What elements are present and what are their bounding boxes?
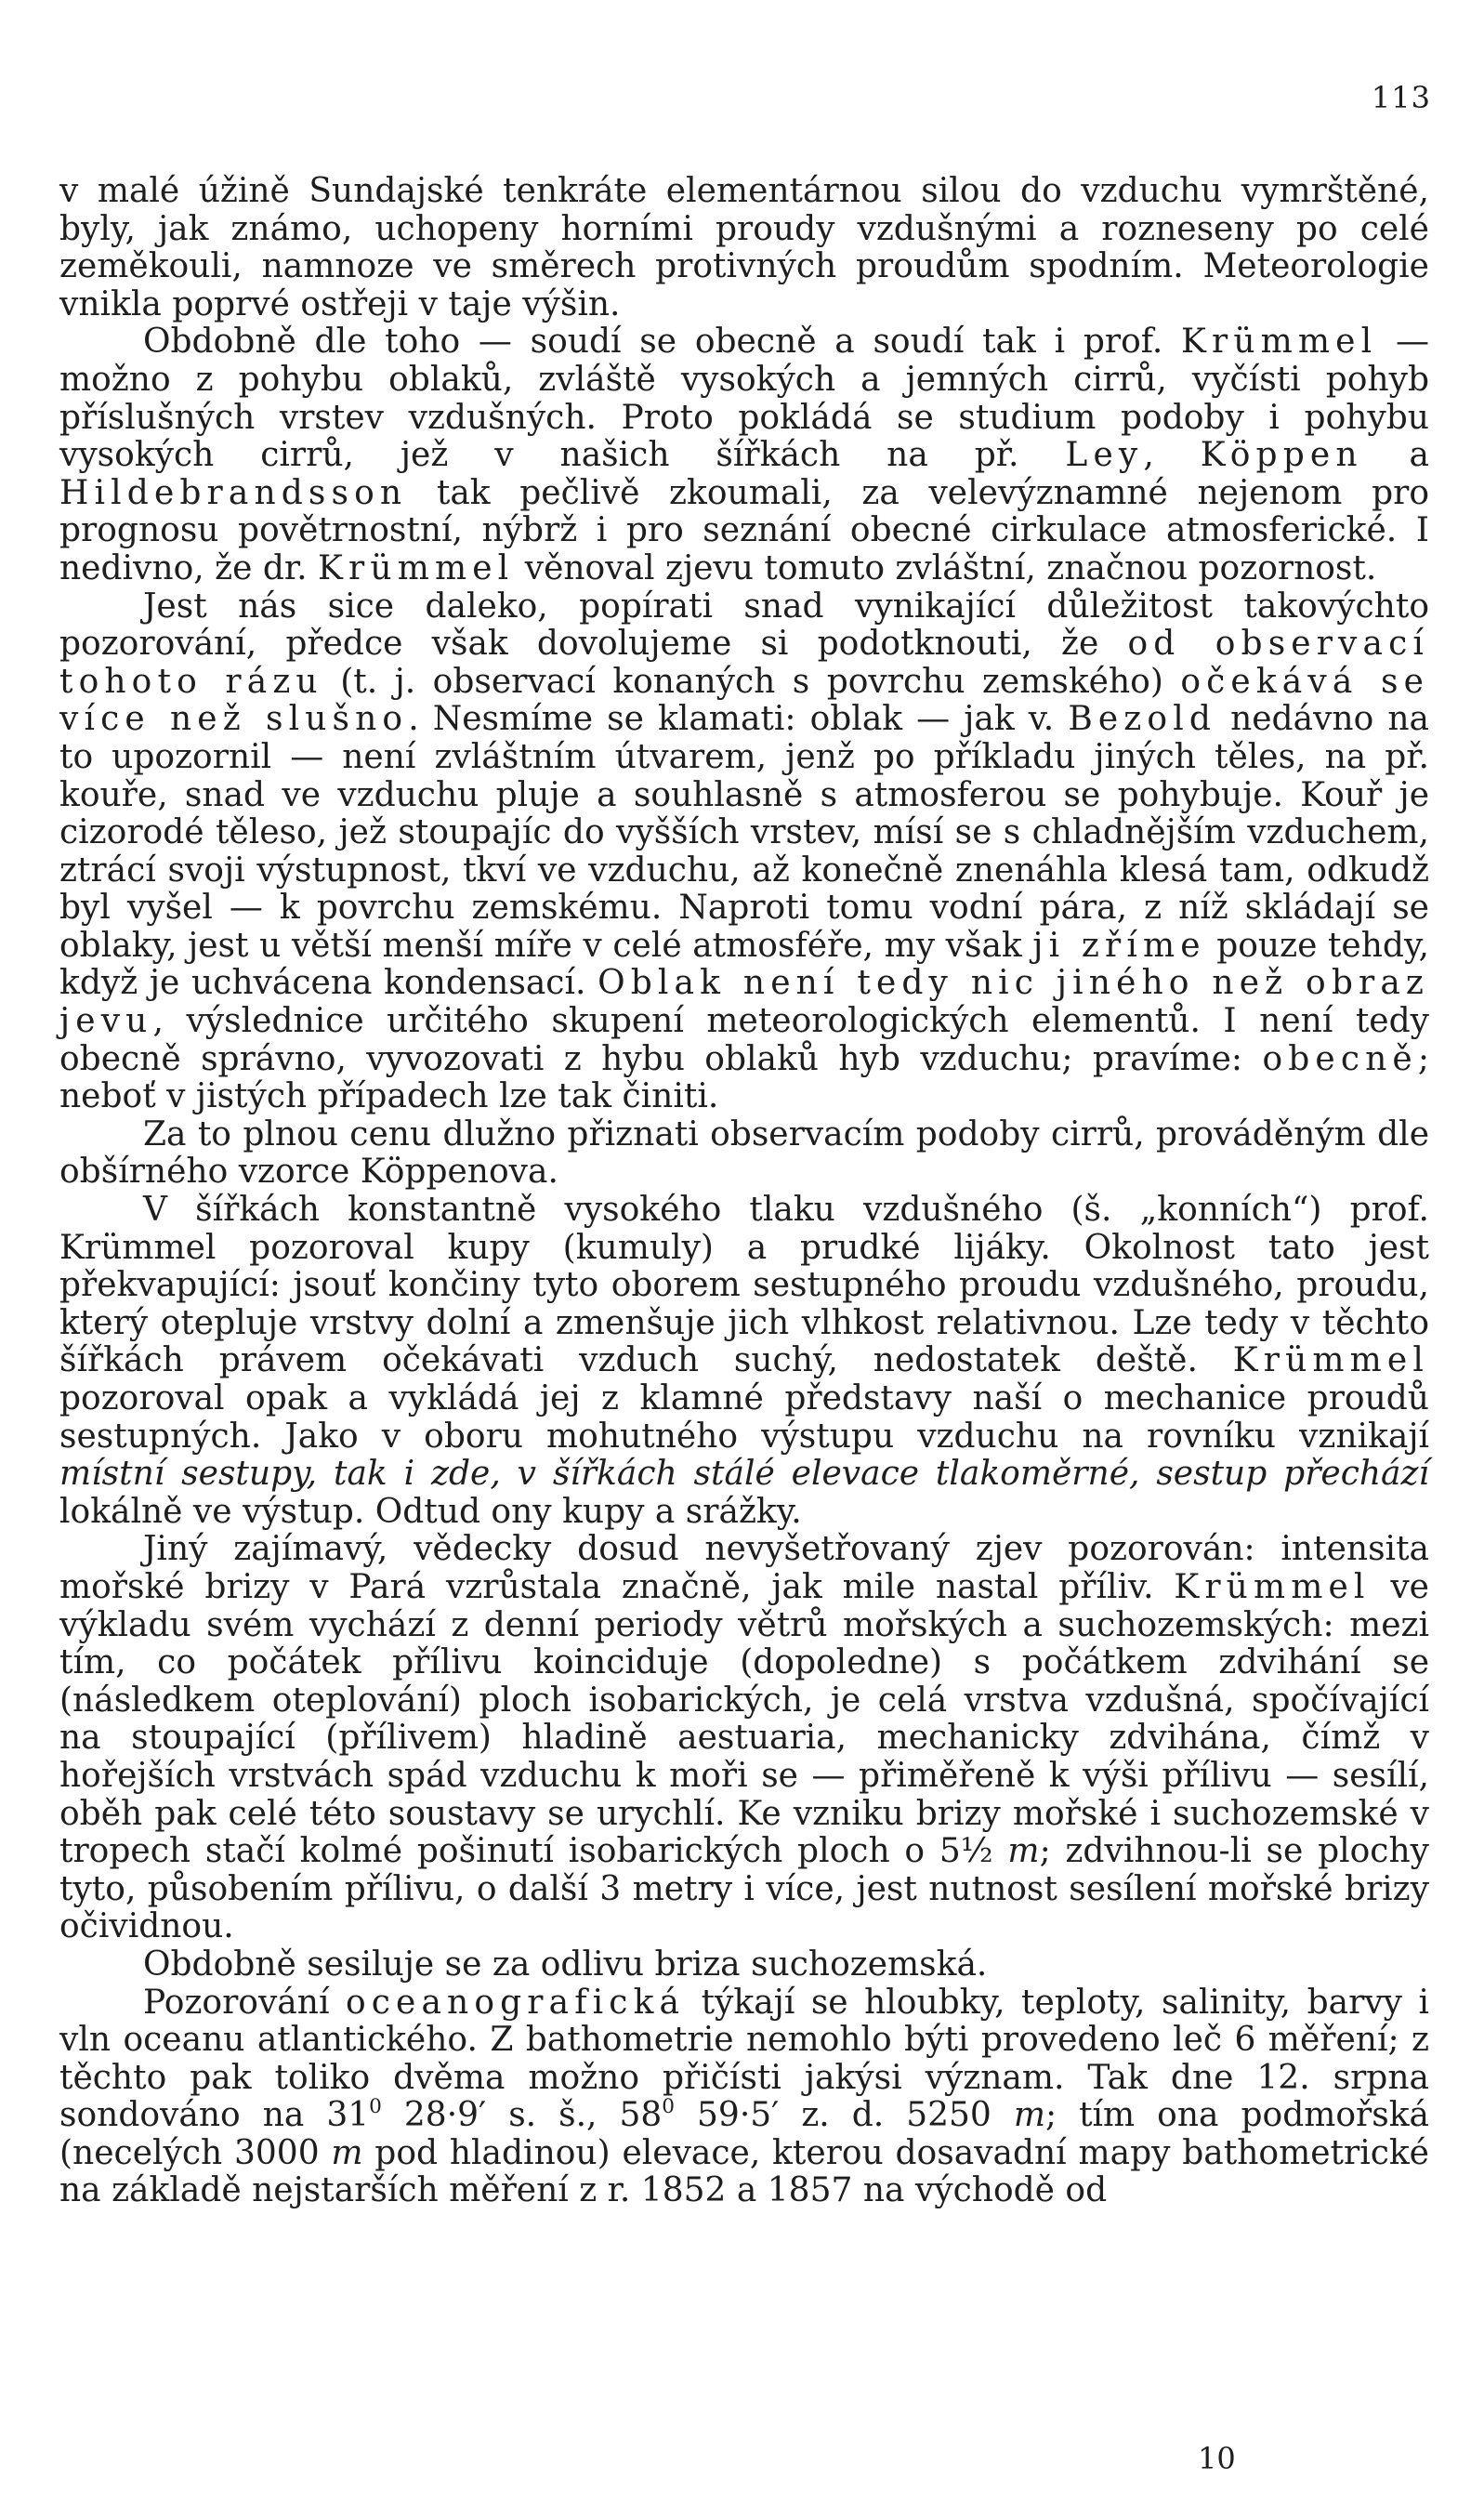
emphasized-text: ji zříme bbox=[1032, 926, 1206, 965]
text-run: týkají se hloubky, teploty, salinity, barvy i vln oceanu atlantického. Z bathometrie nemohlo býti provedeno leč 6 měření; z těchto pak toliko dvěma možno přičísti jakýsi význam. Tak dne 12. srpna sondováno na 31 bbox=[59, 1983, 1429, 2135]
text-run: ; neboť v jistých případech lze tak činiti. bbox=[59, 1039, 1429, 1116]
text-run: V šířkách konstantně vysokého tlaku vzdušného (š. „konních“) prof. Krümmel pozoroval kupy (kumuly) a prudké lijáky. Okolnost tato jest překvapující: jsouť končiny tyto oborem sestupného proudu vzdušného, proudu, který otepluje vrstvy dolní a zmenšuje jich vlhkost relativnou. Lze tedy v těchto šířkách právem očekávati vzduch suchý, nedostatek deště. bbox=[59, 1191, 1429, 1380]
text-run: Jest nás sice daleko, popírati snad vynikající důležitost takovýchto pozorování, předce však dovolujeme si podotknouti, že bbox=[59, 587, 1429, 664]
text-run: věnoval zjevu tomuto zvláštní, značnou pozornost. bbox=[514, 548, 1377, 587]
emphasized-text: oceanografická bbox=[345, 1983, 686, 2022]
page-number: 113 bbox=[1371, 80, 1431, 115]
text-run: ; tím ona podmořská (necelých 3000 bbox=[59, 2096, 1430, 2172]
degree-superscript: 0 bbox=[369, 2095, 382, 2119]
italic-text: m bbox=[1007, 1832, 1040, 1871]
paragraph bbox=[59, 1946, 1429, 1984]
signature-mark: 10 bbox=[1198, 2441, 1236, 2476]
text-run: pozoroval opak a vykládá jej z klamné představy naší o mechanice proudů sestupných. Jako v oboru mohutného výstupu vzduchu na rovníku vznikají bbox=[59, 1379, 1429, 1456]
text-run: v malé úžině Sundajské tenkráte elementárnou silou do vzduchu vymrštěné, byly, jak známo, uchopeny horními proudy vzdušnými a rozneseny po celé zeměkouli, namnoze ve směrech protivných proudům spodním. Meteorologie vnikla poprvé ostřeji v taje výšin. bbox=[59, 172, 1429, 323]
text-run: Pozorování bbox=[143, 1983, 346, 2022]
text-run: pod hladinou) elevace, kterou dosavadní mapy bathometrické na základě nejstarších měření z r. 1852 a 1857 na východě od bbox=[59, 2133, 1429, 2210]
text-run: — možno z pohybu oblaků, zvláště vysokých a jemných cirrů, vyčísti pohyb příslušných vrstev vzdušných. Proto pokládá se studium podoby i pohybu vysokých cirrů, jež v našich šířkách na př. bbox=[59, 323, 1429, 475]
emphasized-text: Hildebrandsson bbox=[59, 473, 408, 512]
text-run: Za to plnou cenu dlužno přiznati observacím podoby cirrů, prováděným dle obšírného vzorce Köppenova. bbox=[59, 1114, 1429, 1192]
emphasized-text: od observací tohoto rázu bbox=[59, 625, 1430, 701]
paragraph bbox=[59, 173, 1429, 323]
emphasized-text: Krümmel bbox=[1232, 1341, 1429, 1380]
text-run: 59·5′ z. d. 5250 bbox=[675, 2096, 1014, 2135]
emphasized-text: Köppen bbox=[1200, 436, 1363, 475]
text-run: lokálně ve výstup. Odtud ony kupy a srážky. bbox=[59, 1492, 802, 1531]
paragraph bbox=[59, 1192, 1429, 1531]
italic-text: místní sestupy, tak i zde, v šířkách stálé elevace tlakoměrné, sestup přechází bbox=[59, 1455, 1429, 1494]
text-run: . Nesmíme se klamati: oblak — jak v. bbox=[408, 700, 1069, 739]
paragraph bbox=[59, 1984, 1429, 2211]
text-run: Obdobně dle toho — soudí se obecně a soudí tak i prof. bbox=[143, 323, 1182, 362]
paragraph bbox=[59, 1116, 1429, 1192]
paragraph bbox=[59, 588, 1429, 1116]
text-run: ve výkladu svém vychází z denní periody větrů mořských a suchozemských: mezi tím, co počátek přílivu koinciduje (dopoledne) s počátkem zdvihání se (následkem oteplování) ploch isobarických, je celá vrstva vzdušná, spočívající na stoupající (přílivem) hladině aestuaria, mechanicky zdvihána, čímž v hořejších vrstvách spád vzduchu k moři se — přiměřeně k výši přílivu — sesílí, oběh pak celé této soustavy se urychlí. Ke vzniku brizy mořské i suchozemské v tropech stačí kolmé pošinutí isobarických ploch o 5½ bbox=[59, 1567, 1429, 1871]
degree-superscript: 0 bbox=[662, 2095, 676, 2119]
text-run: nedávno na to upozornil — není zvláštním útvarem, jenž po příkladu jiných těles, na př. kouře, snad ve vzduchu pluje a souhlasně s atmosferou se pohybuje. Kouř je cizorodé těleso, jež stoupajíc do vyšších vrstev, mísí se s chladnějším vzduchem, ztrácí svoji výstupnost, tkví ve vzduchu, až konečně znenáhla klesá tam, odkudž byl vyšel — k povrchu zemskému. Naproti tomu vodní pára, z níž skládají se oblaky, jest u větší menší míře v celé atmosféře, my však bbox=[59, 700, 1429, 965]
text-run: (t. j. observací konaných s povrchu zemského) bbox=[322, 662, 1181, 701]
italic-text: m bbox=[331, 2133, 363, 2172]
emphasized-text: Krümmel bbox=[1174, 1567, 1371, 1606]
text-run: Obdobně sesiluje se za odlivu briza suchozemská. bbox=[143, 1945, 988, 1984]
text-run: pouze tehdy, když je uchvácena kondensací. bbox=[59, 926, 1429, 1003]
text-run: a bbox=[1362, 436, 1430, 475]
text-run: ; zdvihnou-li se plochy tyto, působením přílivu, o další 3 metry i více, jest nutnost sesílení mořské brizy očividnou. bbox=[59, 1832, 1429, 1946]
text-run: Jiný zajímavý, vědecky dosud nevyšetřovaný zjev pozorován: intensita mořské brizy v Pará vzrůstala značně, jak mile nastal příliv. bbox=[59, 1530, 1429, 1606]
text-run: , výslednice určitého skupení meteorologických elementů. I není tedy obecně správno, vyvozovati z hybu oblaků hyb vzduchu; pravíme: bbox=[59, 1002, 1429, 1078]
emphasized-text: Krümmel bbox=[318, 548, 515, 587]
emphasized-text: Bezold bbox=[1068, 700, 1216, 739]
emphasized-text: Krümmel bbox=[1181, 323, 1378, 362]
paragraph bbox=[59, 323, 1429, 587]
paragraph bbox=[59, 1531, 1429, 1946]
emphasized-text: obecně bbox=[1262, 1039, 1418, 1078]
text-run: tak pečlivě zkoumali, za velevýznamné nejenom pro prognosu povětrnostní, nýbrž i pro seznání obecné cirkulace atmosferické. I nedivno, že dr. bbox=[59, 473, 1429, 587]
body-text bbox=[59, 173, 1429, 2210]
emphasized-text: očekává se více než slušno bbox=[59, 662, 1429, 739]
italic-text: m bbox=[1013, 2096, 1045, 2135]
emphasized-text: Ley bbox=[1065, 436, 1144, 475]
text-run: , bbox=[1143, 436, 1201, 475]
text-run: 28·9′ s. š., 58 bbox=[381, 2096, 663, 2135]
emphasized-text: Oblak není tedy nic jiného než obraz jevu bbox=[59, 964, 1429, 1041]
